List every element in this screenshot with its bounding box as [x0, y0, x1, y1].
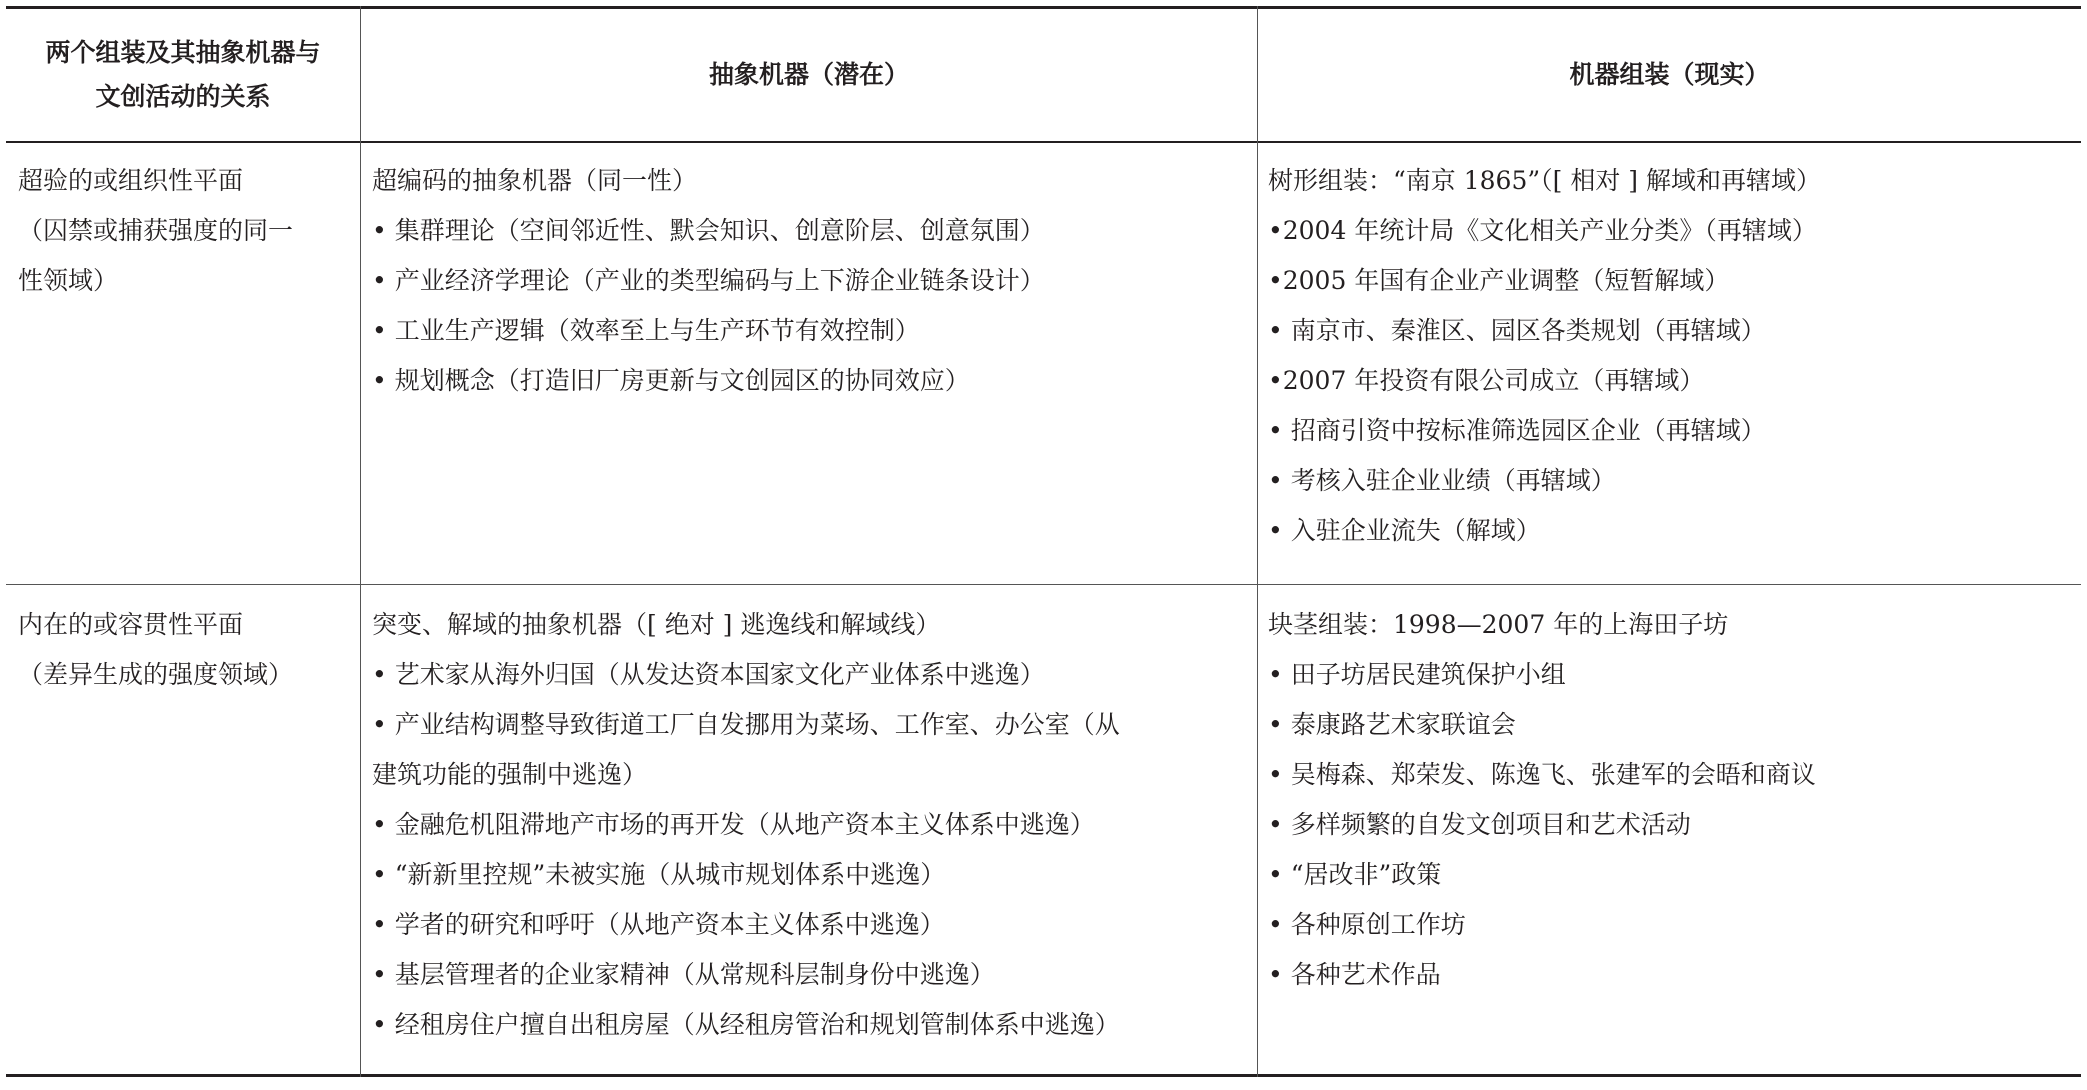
header-relationship-line2: 文创活动的关系	[95, 82, 271, 111]
list-item: • 经租房住户擅自出租房屋（从经租房管治和规划管制体系中逃逸）	[372, 1010, 1120, 1039]
list-item: •2005 年国有企业产业调整（短暂解域）	[1268, 266, 1730, 295]
header-relationship-line1: 两个组装及其抽象机器与	[45, 38, 321, 67]
header-machine-assembly: 机器组装（现实）	[1569, 60, 1770, 89]
row2-machine-title: 突变、解域的抽象机器（[ 绝对 ] 逃逸线和解域线）	[372, 610, 941, 639]
list-item: • 集群理论（空间邻近性、默会知识、创意阶层、创意氛围）	[372, 216, 1045, 245]
row1-machine-title: 超编码的抽象机器（同一性）	[372, 166, 698, 195]
list-item: • 泰康路艺术家联谊会	[1268, 710, 1516, 739]
list-item: • 多样频繁的自发文创项目和艺术活动	[1268, 810, 1691, 839]
row2-plane-line1: 内在的或容贯性平面	[18, 610, 244, 639]
header-abstract-machine: 抽象机器（潜在）	[708, 60, 909, 89]
table-bottom-rule	[6, 1074, 2081, 1077]
list-item: • 工业生产逻辑（效率至上与生产环节有效控制）	[372, 316, 920, 345]
list-item: • 各种艺术作品	[1268, 960, 1441, 989]
row1-assembly-title: 树形组装：“南京 1865”（[ 相对 ] 解域和再辖域）	[1268, 166, 1821, 195]
list-item: • 基层管理者的企业家精神（从常规科层制身份中逃逸）	[372, 960, 995, 989]
list-item: • 规划概念（打造旧厂房更新与文创园区的协同效应）	[372, 366, 970, 395]
row2-machine-assembly	[1268, 600, 2076, 1000]
header-bottom-rule	[6, 141, 2081, 143]
list-item: • 产业结构调整导致街道工厂自发挪用为菜场、工作室、办公室（从	[372, 710, 1120, 739]
list-item: •2004 年统计局《文化相关产业分类》（再辖域）	[1268, 216, 1817, 245]
list-item: • 产业经济学理论（产业的类型编码与上下游企业链条设计）	[372, 266, 1045, 295]
list-item: • 考核入驻企业业绩（再辖域）	[1268, 466, 1616, 495]
row1-plane	[18, 156, 358, 306]
list-item: • 金融危机阻滞地产市场的再开发（从地产资本主义体系中逃逸）	[372, 810, 1095, 839]
list-item: • 艺术家从海外归国（从发达资本国家文化产业体系中逃逸）	[372, 660, 1045, 689]
list-item: • 学者的研究和呼吁（从地产资本主义体系中逃逸）	[372, 910, 945, 939]
row1-abstract-machine	[372, 156, 1252, 406]
list-item: • 招商引资中按标准筛选园区企业（再辖域）	[1268, 416, 1766, 445]
list-item: 建筑功能的强制中逃逸）	[372, 760, 648, 789]
row1-plane-line1: 超验的或组织性平面	[18, 166, 244, 195]
list-item: •2007 年投资有限公司成立（再辖域）	[1268, 366, 1705, 395]
row2-assembly-title: 块茎组装：1998—2007 年的上海田子坊	[1268, 610, 1729, 639]
row2-abstract-machine	[372, 600, 1252, 1050]
list-item: • “居改非”政策	[1268, 860, 1442, 889]
column-divider-1	[360, 6, 361, 1077]
row2-plane	[18, 600, 358, 700]
row1-plane-line3: 性领域）	[18, 266, 119, 295]
row-divider	[6, 584, 2081, 585]
column-divider-2	[1257, 6, 1258, 1077]
relationship-table	[6, 6, 2081, 1077]
list-item: • 入驻企业流失（解域）	[1268, 516, 1541, 545]
list-item: • 各种原创工作坊	[1268, 910, 1466, 939]
list-item: • 田子坊居民建筑保护小组	[1268, 660, 1566, 689]
list-item: • 吴梅森、郑荣发、陈逸飞、张建军的会晤和商议	[1268, 760, 1816, 789]
list-item: • 南京市、秦淮区、园区各类规划（再辖域）	[1268, 316, 1766, 345]
list-item: • “新新里控规”未被实施（从城市规划体系中逃逸）	[372, 860, 946, 889]
row2-plane-line2: （差异生成的强度领域）	[18, 660, 294, 689]
header-relationship	[6, 9, 360, 141]
row1-plane-line2: （囚禁或捕获强度的同一	[18, 216, 294, 245]
row1-machine-assembly	[1268, 156, 2076, 556]
